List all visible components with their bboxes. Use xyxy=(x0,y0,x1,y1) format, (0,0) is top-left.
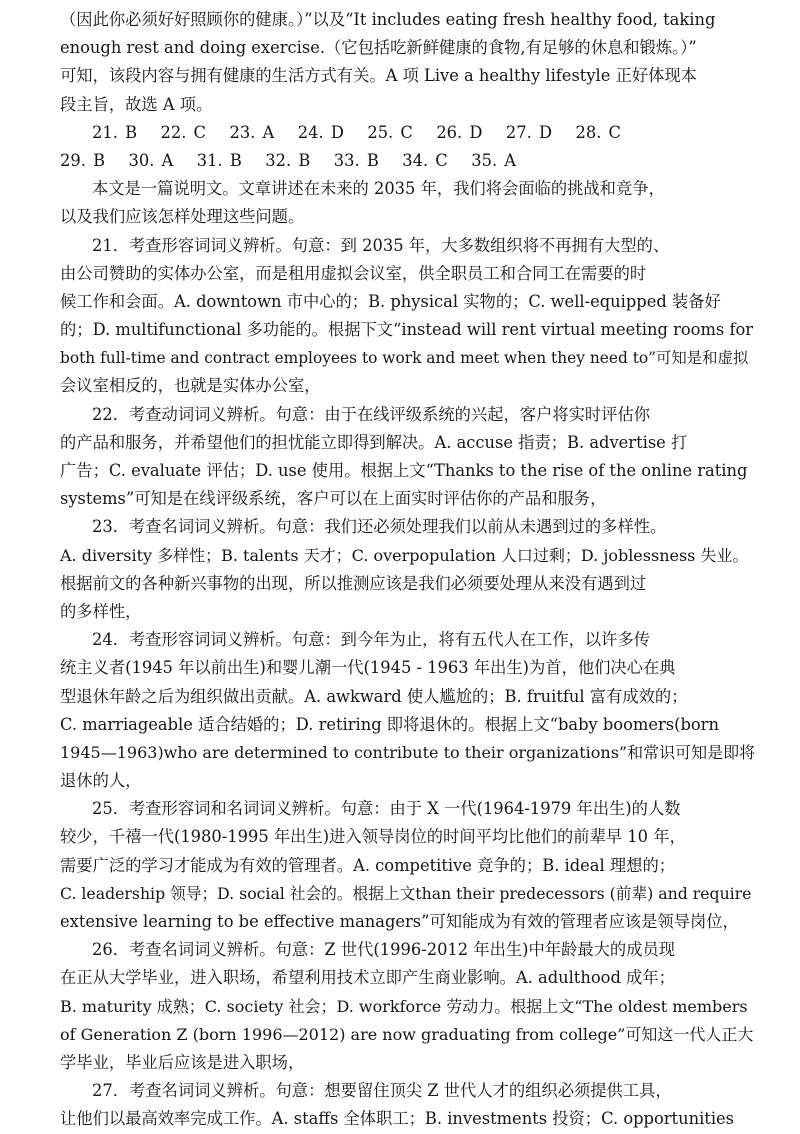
text-line: 让他们以最高效率完成工作。A. staffs 全体职工；B. investments 投资；C. opportunities xyxy=(60,1109,735,1129)
text-line: 由公司赞助的实体办公室，而是租用虚拟会议室，供全职员工和合同工在需要的时 xyxy=(60,263,647,283)
text-line: 型退休年龄之后为组织做出贡献。A. awkward 使人尴尬的；B. fruitful 富有成效的； xyxy=(60,686,688,706)
text-line: 会议室相反的，也就是实体办公室， xyxy=(60,376,321,396)
text-line: 1945—1963)who are determined to contribute to their organizations”和常识可知是即将 xyxy=(60,742,756,762)
text-line: 较少，千禧一代(1980-1995 年出生)进入领导岗位的时间平均比他们的前辈早 10 年， xyxy=(60,827,686,847)
text-line: 的；D. multifunctional 多功能的。根据下文“instead will rent virtual meeting rooms for xyxy=(60,320,754,340)
text-line: （因此你必须好好照顾你的健康。）”以及“It includes eating fresh healthy food, taking xyxy=(60,10,716,29)
explanation-27: 27．考查名词词义辨析。句意：想要留住顶尖 Z 世代人才的组织必须提供工具， xyxy=(92,1081,672,1101)
text-line: 统主义者(1945 年以前出生)和婴儿潮一代(1945 - 1963 年出生)为首，他们决心在典 xyxy=(60,658,676,678)
text-line: A. diversity 多样性；B. talents 天才；C. overpopulation 人口过剩；D. joblessness 失业。 xyxy=(60,545,749,565)
text-line: 的产品和服务，并希望他们的担忧能立即得到解决。A. accuse 指责；B. advertise 打 xyxy=(60,432,688,452)
text-line: both full-time and contract employees to work and meet when they need to”可知是和虚拟 xyxy=(60,349,749,368)
text-line: 广告；C. evaluate 评估；D. use 使用。根据上文“Thanks to the rise of the online rating xyxy=(60,461,748,480)
text-line: 退休的人， xyxy=(60,771,142,791)
answer-key-line: 29. B 30. A 31. B 32. B 33. B 34. C 35. A xyxy=(60,150,517,170)
explanation-25: 25．考查形容词和名词词义辨析。句意：由于 X 一代(1964-1979 年出生)的人数 xyxy=(92,799,681,819)
text-line: B. maturity 成熟；C. society 社会；D. workforce 劳动力。根据上文“The oldest members xyxy=(60,996,748,1016)
text-line: C. leadership 领导；D. social 社会的。根据上文than their predecessors (前辈) and require xyxy=(60,883,752,903)
text-line: enough rest and doing exercise.（它包括吃新鲜健康的食物,有足够的休息和锻炼。）” xyxy=(60,38,697,58)
explanation-22: 22．考查动词词义辨析。句意：由于在线评级系统的兴起，客户将实时评估你 xyxy=(92,404,651,424)
explanation-23: 23．考查名词词义辨析。句意：我们还必须处理我们以前从未遇到过的多样性。 xyxy=(92,517,667,537)
text-line: C. marriageable 适合结婚的；D. retiring 即将退休的。根据上文“baby boomers(born xyxy=(60,714,719,734)
text-line: extensive learning to be effective managers”可知能成为有效的管理者应该是领导岗位， xyxy=(60,912,739,931)
explanation-24: 24．考查形容词词义辨析。句意：到今年为止，将有五代人在工作，以许多传 xyxy=(92,630,651,650)
answer-key-line: 21. B 22. C 23. A 24. D 25. C 26. D 27. D 28. C xyxy=(92,122,621,142)
text-line: 的多样性， xyxy=(60,601,142,621)
summary-line: 以及我们应该怎样处理这些问题。 xyxy=(60,207,305,227)
text-line: 候工作和会面。A. downtown 市中心的；B. physical 实物的；C. well-equipped 装备好 xyxy=(60,291,721,311)
explanation-21: 21．考查形容词词义辨析。句意：到 2035 年，大多数组织将不再拥有大型的、 xyxy=(92,235,670,255)
text-line: 需要广泛的学习才能成为有效的管理者。A. competitive 竞争的；B. ideal 理想的； xyxy=(60,855,676,875)
summary-line: 本文是一篇说明文。文章讲述在未来的 2035 年，我们将会面临的挑战和竞争， xyxy=(92,179,665,199)
text-line: 在正从大学毕业，进入职场，希望利用技术立即产生商业影响。A. adulthood 成年； xyxy=(60,968,675,988)
explanation-26: 26．考查名词词义辨析。句意：Z 世代(1996-2012 年出生)中年龄最大的成员现 xyxy=(92,940,676,960)
text-line: 学毕业，毕业后应该是进入职场， xyxy=(60,1052,305,1072)
text-line: 可知，该段内容与拥有健康的生活方式有关。A 项 Live a healthy lifestyle 正好体现本 xyxy=(60,66,697,86)
text-line: of Generation Z (born 1996—2012) are now graduating from college”可知这一代人正大 xyxy=(60,1024,754,1044)
text-line: systems”可知是在线评级系统，客户可以在上面实时评估你的产品和服务， xyxy=(60,489,607,509)
text-line: 段主旨，故选 A 项。 xyxy=(60,94,213,114)
text-line: 根据前文的各种新兴事物的出现，所以推测应该是我们必须要处理从来没有遇到过 xyxy=(60,573,647,593)
